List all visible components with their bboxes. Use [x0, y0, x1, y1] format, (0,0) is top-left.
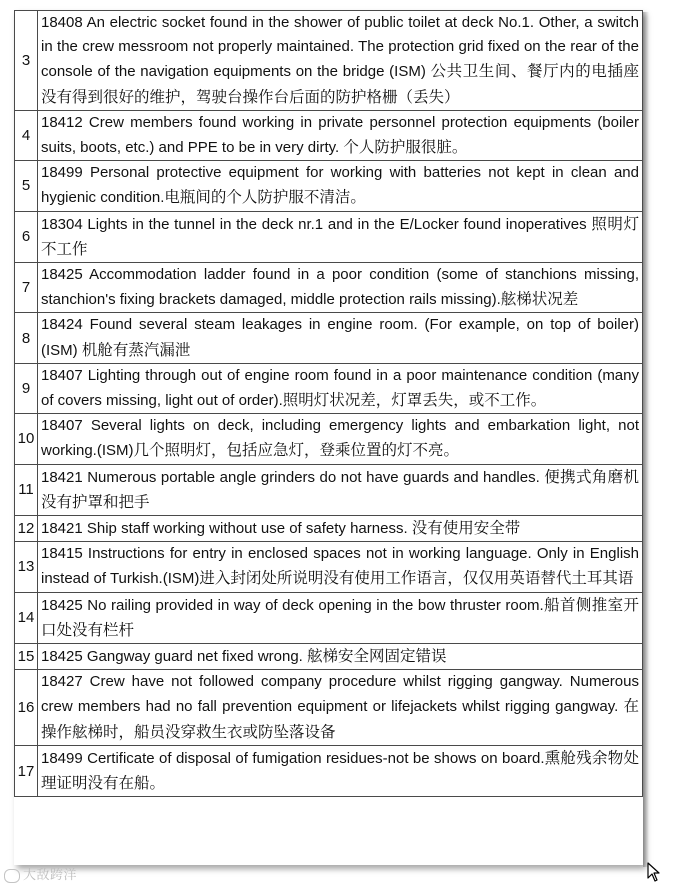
row-description — [38, 110, 643, 160]
row-number: 12 — [15, 516, 38, 542]
description-cn: 几个照明灯，包括应急灯，登乘位置的灯不亮。 — [133, 441, 460, 460]
description-cn: 没有使用安全带 — [411, 519, 521, 538]
description-en: 18408 An electric socket found in the shower of public toilet at deck No.1. Other, a switch in the crew messroom not properly maintained. The protection grid fixed on the rear of the console of the navigation equipments on the bridge (ISM) — [41, 14, 639, 81]
watermark-text: 大敌跨洋 — [23, 868, 78, 883]
description-cn: 熏舱残余物处理证明没有在船。 — [41, 748, 639, 793]
table-row — [15, 161, 644, 211]
row-number: 3 — [15, 11, 38, 111]
row-number: 4 — [15, 110, 38, 160]
description-en: 18412 Crew members found working in private personnel protection equipments (boiler suits, boots, etc.) and PPE to be in very dirty. — [41, 113, 639, 157]
row-number: 11 — [15, 464, 38, 515]
description-en: 18499 Personal protective equipment for working with batteries not kept in clean and hygienic condition. — [41, 164, 639, 207]
table-row — [15, 670, 644, 746]
row-number: 5 — [15, 161, 38, 211]
description-cn: 个人防护服很脏。 — [343, 138, 468, 157]
row-description — [38, 592, 643, 643]
sheet-shadow — [643, 12, 649, 867]
row-description — [38, 516, 643, 542]
table-row — [15, 211, 644, 262]
description-en: 18425 Gangway guard net fixed wrong. — [41, 648, 308, 666]
description-cn: 电瓶间的个人防护服不清洁。 — [164, 188, 366, 207]
row-description — [38, 745, 643, 796]
description-cn: 照明灯不工作 — [41, 214, 639, 258]
row-description — [38, 542, 643, 592]
description-en: 18425 Accommodation ladder found in a poor condition (some of stanchions missing, stanchion's fixing brackets damaged, middle protection rails missing). — [41, 266, 639, 309]
row-number: 10 — [15, 414, 38, 464]
description-cn: 船首侧推室开口处没有栏杆 — [41, 595, 639, 639]
table-row — [15, 110, 644, 160]
row-description — [38, 263, 643, 313]
row-number: 16 — [15, 670, 38, 746]
defects-table — [14, 10, 643, 797]
row-description — [38, 414, 643, 464]
description-cn: 机舱有蒸汽漏泄 — [81, 340, 191, 359]
row-number: 15 — [15, 644, 38, 670]
row-description — [38, 211, 643, 262]
row-description — [38, 363, 643, 413]
row-number: 13 — [15, 542, 38, 592]
description-cn: 舷梯状况差 — [500, 290, 579, 309]
description-cn: 公共卫生间、餐厅内的电插座没有得到很好的维护，驾驶台操作台后面的防护格栅（丢失） — [41, 62, 639, 106]
description-en: 18499 Certificate of disposal of fumigation residues-not be shows on board. — [41, 749, 545, 767]
row-description — [38, 11, 643, 111]
table-row — [15, 464, 644, 515]
description-en: 18421 Ship staff working without use of safety harness. — [41, 520, 412, 538]
description-en: 18425 No railing provided in way of deck opening in the bow thruster room. — [41, 596, 544, 614]
description-en: 18421 Numerous portable angle grinders do not have guards and handles. — [41, 468, 545, 486]
table-row — [15, 414, 644, 464]
watermark — [4, 864, 77, 883]
description-en: 18427 Crew have not followed company procedure whilst rigging gangway. Numerous crew members had no fall prevention equipment or lifejackets whilst rigging gangway. — [41, 673, 639, 716]
row-number: 8 — [15, 313, 38, 363]
row-number: 9 — [15, 363, 38, 413]
table-row — [15, 11, 644, 111]
description-en: 18407 Several lights on deck, including emergency lights and embarkation light, not working.(ISM) — [41, 417, 639, 460]
description-cn: 舷梯安全网固定错误 — [307, 647, 447, 666]
row-number: 6 — [15, 211, 38, 262]
row-description — [38, 313, 643, 363]
table-row — [15, 516, 644, 542]
row-number: 7 — [15, 263, 38, 313]
table-row — [15, 542, 644, 592]
row-description — [38, 644, 643, 670]
description-en: 18407 Lighting through out of engine room found in a poor maintenance condition (many of covers missing, light out of order). — [41, 366, 639, 410]
row-description — [38, 464, 643, 515]
description-en: 18424 Found several steam leakages in engine room. (For example, on top of boiler)(ISM) — [41, 316, 639, 359]
description-en: 18415 Instructions for entry in enclosed spaces not in working language. Only in English instead of Turkish.(ISM) — [41, 545, 639, 588]
row-description — [38, 161, 643, 211]
row-description — [38, 670, 643, 746]
arrow-cursor-icon — [647, 862, 661, 882]
table-row — [15, 745, 644, 796]
description-cn: 进入封闭处所说明没有使用工作语言，仅仅用英语替代土耳其语 — [199, 569, 634, 588]
row-number: 17 — [15, 745, 38, 796]
description-cn: 便携式角磨机没有护罩和把手 — [41, 467, 639, 511]
table-row — [15, 263, 644, 313]
table-row — [15, 644, 644, 670]
document-sheet — [14, 10, 643, 865]
watermark-logo-icon — [4, 869, 20, 883]
table-row — [15, 363, 644, 413]
description-en: 18304 Lights in the tunnel in the deck nr.1 and in the E/Locker found inoperatives — [41, 215, 592, 233]
table-row — [15, 592, 644, 643]
description-cn: 照明灯状况差，灯罩丢失，或不工作。 — [282, 391, 547, 410]
row-number: 14 — [15, 592, 38, 643]
table-row — [15, 313, 644, 363]
description-cn: 在操作舷梯时，船员没穿救生衣或防坠落设备 — [41, 697, 639, 741]
